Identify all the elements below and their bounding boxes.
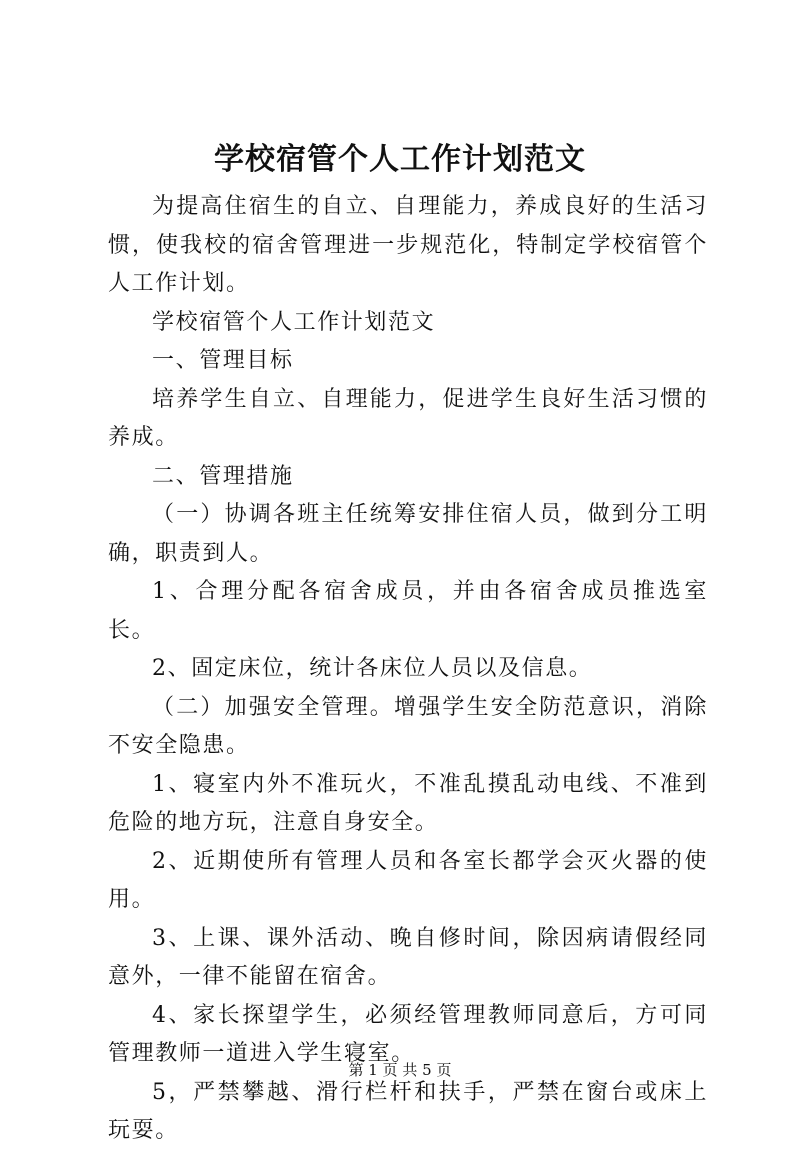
list-item: 1、合理分配各宿舍成员，并由各宿舍成员推选室长。 xyxy=(108,579,708,643)
list-item: 3、上课、课外活动、晚自修时间，除因病请假经同意外，一律不能留在宿舍。 xyxy=(108,925,708,989)
page-number-footer: 第 1 页 共 5 页 xyxy=(348,1061,452,1079)
list-item: 4、家长探望学生，必须经管理教师同意后，方可同管理教师一道进入学生寝室。 xyxy=(108,1002,708,1066)
document-title: 学校宿管个人工作计划范文 xyxy=(214,142,586,177)
paragraph: 培养学生自立、自理能力，促进学生良好生活习惯的养成。 xyxy=(108,386,708,450)
paragraph: （一）协调各班主任统筹安排住宿人员，做到分工明确，职责到人。 xyxy=(108,502,708,566)
list-item: 2、固定床位，统计各床位人员以及信息。 xyxy=(152,656,593,681)
paragraph: （二）加强安全管理。增强学生安全防范意识，消除不安全隐患。 xyxy=(108,694,708,758)
section-heading: 一、管理目标 xyxy=(152,348,294,373)
list-item: 5，严禁攀越、滑行栏杆和扶手，严禁在窗台或床上玩耍。 xyxy=(108,1079,708,1143)
list-item: 1、寝室内外不准玩火，不准乱摸乱动电线、不准到危险的地方玩，注意自身安全。 xyxy=(108,771,708,835)
paragraph: 为提高住宿生的自立、自理能力，养成良好的生活习惯，使我校的宿舍管理进一步规范化，特制定学校宿管个人工作计划。 xyxy=(108,194,708,296)
document-body xyxy=(108,188,708,1151)
section-heading: 二、管理措施 xyxy=(152,463,294,489)
list-item: 2、近期使所有管理人员和各室长都学会灭火器的使用。 xyxy=(108,848,708,912)
paragraph: 学校宿管个人工作计划范文 xyxy=(152,309,436,335)
